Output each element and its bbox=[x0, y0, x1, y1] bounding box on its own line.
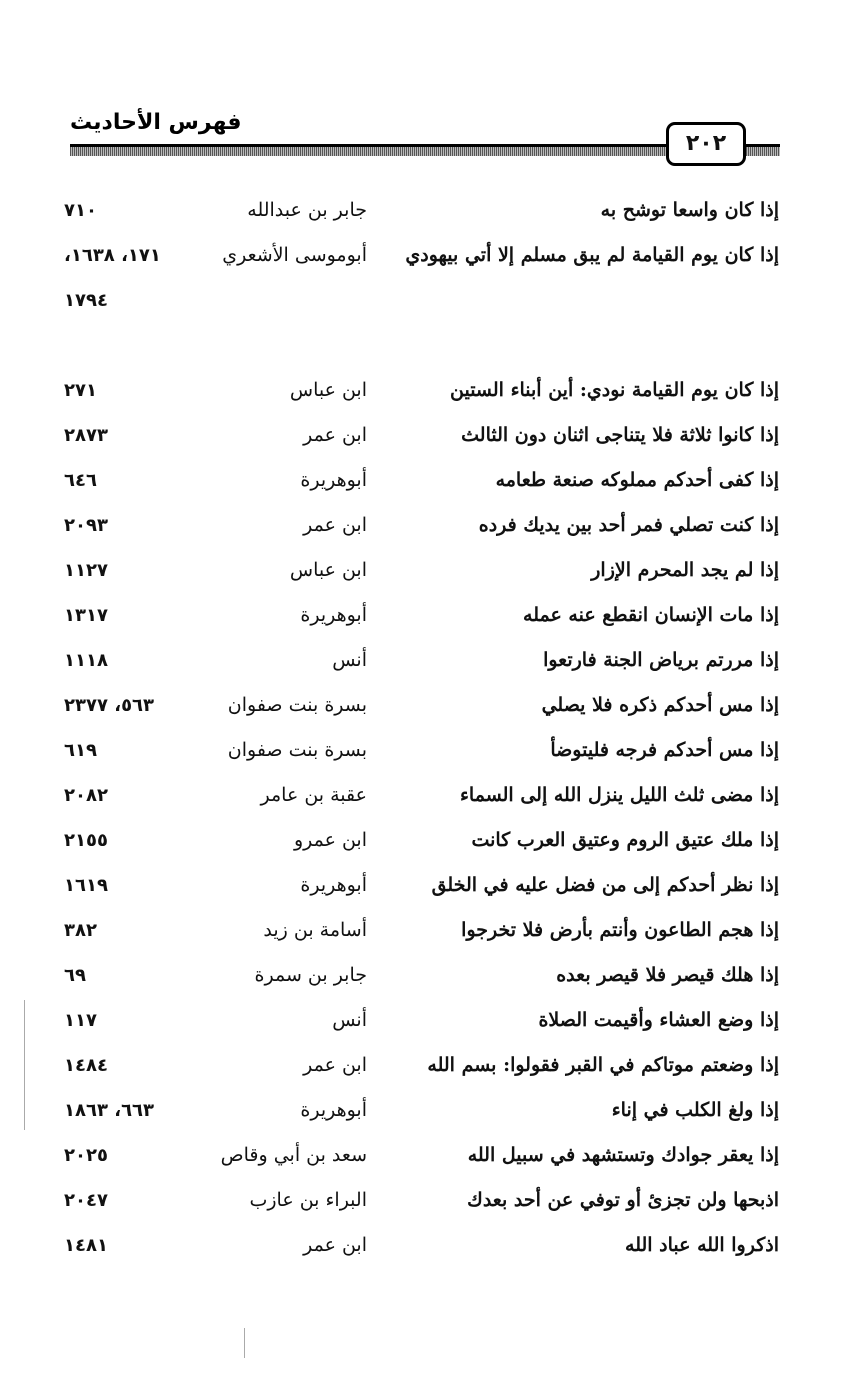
reference-number: ١٧٩٤ bbox=[64, 290, 108, 311]
reference-number: ١٦١٩ bbox=[64, 875, 108, 896]
narrator: عقبة بن عامر bbox=[260, 784, 367, 806]
list-item bbox=[0, 998, 867, 1043]
reference-number: ٢٧١ bbox=[64, 380, 97, 401]
hadith-text: إذا مس أحدكم فرجه فليتوضأ bbox=[550, 739, 779, 761]
reference-number: ٢٨٧٣ bbox=[64, 425, 108, 446]
reference-number: ٢٠٤٧ bbox=[64, 1190, 108, 1211]
reference-number: ٢٠٩٣ bbox=[64, 515, 108, 536]
list-item bbox=[0, 413, 867, 458]
list-item bbox=[0, 1088, 867, 1133]
hadith-text: إذا كان يوم القيامة نودي: أين أبناء الستين bbox=[450, 379, 779, 401]
narrator: بسرة بنت صفوان bbox=[227, 739, 367, 761]
reference-number: ١٤٨١ bbox=[64, 1235, 108, 1256]
reference-number: ٣٨٢ bbox=[64, 920, 97, 941]
reference-number: ٦٤٦ bbox=[64, 470, 97, 491]
list-item bbox=[0, 368, 867, 413]
narrator: ابن عمر bbox=[303, 424, 367, 446]
list-item bbox=[0, 728, 867, 773]
narrator: جابر بن عبدالله bbox=[247, 199, 367, 221]
list-item bbox=[0, 458, 867, 503]
list-item bbox=[0, 503, 867, 548]
reference-number: ٦٦٣، ١٨٦٣ bbox=[64, 1100, 155, 1121]
narrator: ابن عمر bbox=[303, 514, 367, 536]
reference-numbers bbox=[64, 233, 161, 323]
hadith-text: إذا وضعتم موتاكم في القبر فقولوا: بسم الله bbox=[427, 1054, 779, 1076]
reference-number: ٦١٩ bbox=[64, 740, 97, 761]
narrator: بسرة بنت صفوان bbox=[227, 694, 367, 716]
scan-margin-line bbox=[24, 1000, 25, 1130]
list-item bbox=[0, 1178, 867, 1223]
reference-number: ٦٩ bbox=[64, 965, 86, 986]
hadith-text: إذا مضى ثلث الليل ينزل الله إلى السماء bbox=[459, 784, 779, 806]
reference-number: ١١٧ bbox=[64, 1010, 97, 1031]
hadith-text: اذبحها ولن تجزئ أو توفي عن أحد بعدك bbox=[467, 1189, 779, 1211]
narrator: ابن عمرو bbox=[293, 829, 367, 851]
list-item bbox=[0, 188, 867, 233]
list-item bbox=[0, 908, 867, 953]
list-item bbox=[0, 638, 867, 683]
header-rule bbox=[70, 144, 670, 156]
hadith-text: إذا مررتم برياض الجنة فارتعوا bbox=[543, 649, 779, 671]
list-item bbox=[0, 1043, 867, 1088]
reference-number: ٢٠٢٥ bbox=[64, 1145, 108, 1166]
hadith-text: إذا كفى أحدكم مملوكه صنعة طعامه bbox=[495, 469, 779, 491]
scan-margin-mark bbox=[244, 1328, 245, 1358]
hadith-text: إذا نظر أحدكم إلى من فضل عليه في الخلق bbox=[431, 874, 779, 896]
reference-number: ٧١٠ bbox=[64, 200, 97, 221]
narrator: جابر بن سمرة bbox=[254, 964, 367, 986]
narrator: أنس bbox=[332, 1009, 367, 1031]
narrator: أبوموسى الأشعري bbox=[222, 244, 367, 266]
reference-number: ١١٢٧ bbox=[64, 560, 108, 581]
list-item bbox=[0, 1133, 867, 1178]
reference-number: ١١١٨ bbox=[64, 650, 108, 671]
hadith-text: اذكروا الله عباد الله bbox=[625, 1234, 779, 1256]
reference-number: ٥٦٣، ٢٣٧٧ bbox=[64, 695, 155, 716]
narrator: سعد بن أبي وقاص bbox=[220, 1144, 367, 1166]
narrator: أبوهريرة bbox=[300, 604, 367, 626]
hadith-text: إذا كانوا ثلاثة فلا يتناجى اثنان دون الثالث bbox=[461, 424, 779, 446]
list-item bbox=[0, 593, 867, 638]
list-item bbox=[0, 233, 867, 368]
hadith-text: إذا هجم الطاعون وأنتم بأرض فلا تخرجوا bbox=[461, 919, 779, 941]
reference-number: ٢١٥٥ bbox=[64, 830, 108, 851]
narrator: أبوهريرة bbox=[300, 469, 367, 491]
reference-number: ٢٠٨٢ bbox=[64, 785, 108, 806]
narrator: أبوهريرة bbox=[300, 1099, 367, 1121]
hadith-text: إذا لم يجد المحرم الإزار bbox=[591, 559, 779, 581]
reference-number: ١٤٨٤ bbox=[64, 1055, 108, 1076]
reference-number: ١٣١٧ bbox=[64, 605, 108, 626]
hadith-text: إذا ملك عتيق الروم وعتيق العرب كانت bbox=[471, 829, 779, 851]
narrator: أبوهريرة bbox=[300, 874, 367, 896]
list-item bbox=[0, 1223, 867, 1268]
list-item bbox=[0, 863, 867, 908]
hadith-text: إذا وضع العشاء وأقيمت الصلاة bbox=[538, 1009, 779, 1031]
list-item bbox=[0, 683, 867, 728]
narrator: البراء بن عازب bbox=[249, 1189, 367, 1211]
hadith-text: إذا كان يوم القيامة لم يبق مسلم إلا أتي بيهودي bbox=[405, 244, 779, 266]
hadith-text: إذا كنت تصلي فمر أحد بين يديك فرده bbox=[478, 514, 779, 536]
hadith-text: إذا مات الإنسان انقطع عنه عمله bbox=[523, 604, 779, 626]
narrator: ابن عباس bbox=[289, 559, 367, 581]
narrator: أنس bbox=[332, 649, 367, 671]
narrator: ابن عمر bbox=[303, 1054, 367, 1076]
page-title: فهرس الأحاديث bbox=[70, 110, 242, 135]
hadith-text: إذا ولغ الكلب في إناء bbox=[611, 1099, 779, 1121]
page-header bbox=[70, 108, 780, 170]
narrator: أسامة بن زيد bbox=[263, 919, 367, 941]
hadith-text: إذا هلك قيصر فلا قيصر بعده bbox=[556, 964, 779, 986]
page-number: ٢٠٢ bbox=[666, 122, 746, 166]
hadith-index-list bbox=[0, 188, 867, 1268]
hadith-text: إذا يعقر جوادك وتستشهد في سبيل الله bbox=[467, 1144, 779, 1166]
list-item bbox=[0, 773, 867, 818]
reference-number: ١٧١، ١٦٣٨، bbox=[64, 245, 161, 266]
hadith-text: إذا كان واسعا توشح به bbox=[600, 199, 779, 221]
narrator: ابن عباس bbox=[289, 379, 367, 401]
list-item bbox=[0, 953, 867, 998]
header-rule-end bbox=[742, 144, 780, 156]
hadith-text: إذا مس أحدكم ذكره فلا يصلي bbox=[541, 694, 779, 716]
list-item bbox=[0, 548, 867, 593]
list-item bbox=[0, 818, 867, 863]
narrator: ابن عمر bbox=[303, 1234, 367, 1256]
